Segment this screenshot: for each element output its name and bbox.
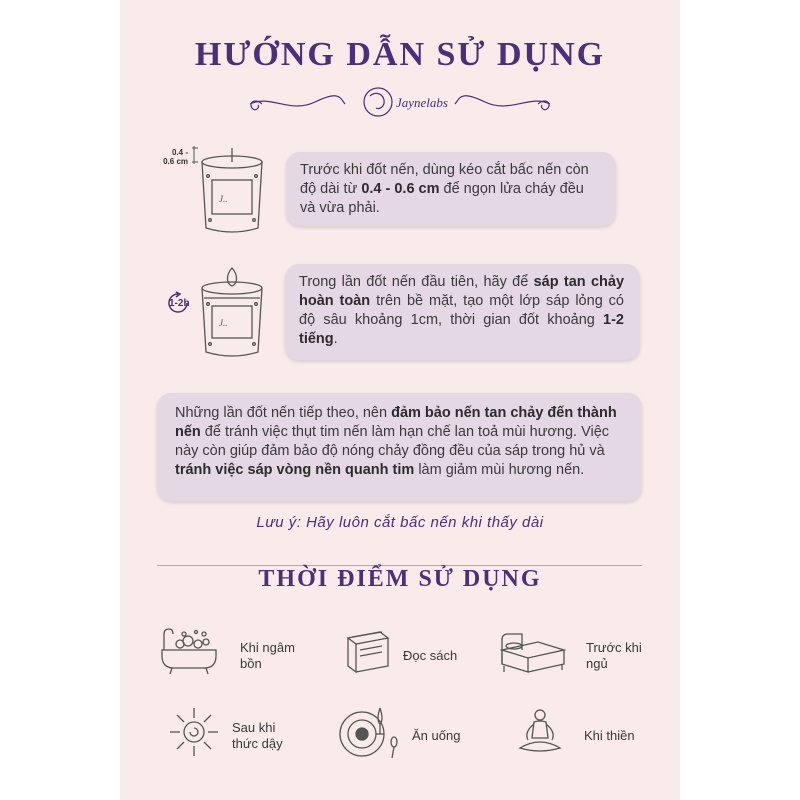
bed-icon: [498, 630, 566, 674]
book-icon: [342, 628, 392, 674]
bathtub-icon: [158, 626, 220, 676]
step3-card: [157, 393, 642, 501]
step2-text-a: Trong lần đốt nến đầu tiên, hãy để: [299, 274, 534, 290]
usage-label: Khi thiền: [584, 728, 635, 743]
step1-text-a: Trước khi đốt nến, dùng kéo cắt bấc nến còn độ dài từ: [300, 162, 589, 197]
measure-label-top: 0.4 -: [171, 148, 188, 157]
logo-text: Jaynelabs: [396, 95, 448, 110]
usage-label: Trước khi: [586, 640, 642, 655]
step2-bold-2: 1-2 tiếng: [299, 312, 624, 347]
step1-text-b: để ngọn lửa cháy đều và vừa phải.: [300, 181, 584, 216]
step2-text-b: trên bề mặt, tạo một lớp sáp lỏng có độ sâu khoảng 1cm, thời gian đốt khoảng: [299, 293, 624, 328]
step3-text-b: để tránh việc thụt tim nến làm hạn chế lan toả mùi hương. Việc này còn giúp đảm bảo độ nóng chảy đồng đều của sáp trong hủ và: [175, 424, 610, 459]
duration-label: 1-2h: [169, 298, 190, 309]
candle-melt-illustration: [192, 262, 272, 362]
step2-card: [285, 264, 640, 360]
candle-trim-illustration: [192, 140, 272, 240]
step1-text-bold: 0.4 - 0.6 cm: [361, 181, 440, 197]
usage-item-wakeup: [232, 720, 283, 752]
usage-title: THỜI ĐIỂM SỬ DỤNG: [258, 566, 542, 592]
usage-label: Khi ngâm: [240, 640, 295, 655]
usage-item-reading: [403, 648, 457, 664]
usage-item-dining: [412, 728, 460, 744]
usage-label: Sau khi: [232, 720, 276, 735]
svg-text:J..: J..: [219, 194, 228, 204]
meditation-icon: [514, 706, 566, 758]
step2-text-c: .: [333, 331, 338, 347]
logo-flourish: [240, 84, 560, 124]
usage-label: Đọc sách: [403, 648, 458, 663]
usage-label: thức dậy: [232, 736, 283, 751]
step3-bold-1: đảm bảo nến tan chảy đến thành nến: [175, 405, 617, 440]
step3-text-c: làm giảm mùi hương nến.: [414, 462, 585, 478]
usage-item-meditation: [584, 728, 635, 744]
measure-label-bottom: 0.6 cm: [163, 157, 188, 166]
usage-item-sleep: [586, 640, 642, 672]
step1-card: [286, 152, 616, 226]
usage-label: ngủ: [586, 656, 608, 671]
usage-label: bồn: [240, 656, 262, 671]
note-text: Lưu ý: Hãy luôn cắt bấc nến khi thấy dài: [256, 514, 544, 531]
step3-bold-2: tránh việc sáp vòng nền quanh tim: [175, 462, 415, 478]
page-title: HƯỚNG DẪN SỬ DỤNG: [194, 36, 606, 73]
step3-text-a: Những lần đốt nến tiếp theo, nên: [175, 405, 392, 421]
step2-bold-1: sáp tan chảy hoàn toàn: [299, 274, 625, 309]
sun-icon: [168, 706, 220, 758]
usage-label: Ăn uống: [412, 728, 461, 743]
dining-icon: [336, 702, 408, 760]
svg-text:J..: J..: [219, 318, 228, 328]
usage-item-bath: [240, 640, 295, 672]
guide-sheet: [120, 0, 680, 800]
